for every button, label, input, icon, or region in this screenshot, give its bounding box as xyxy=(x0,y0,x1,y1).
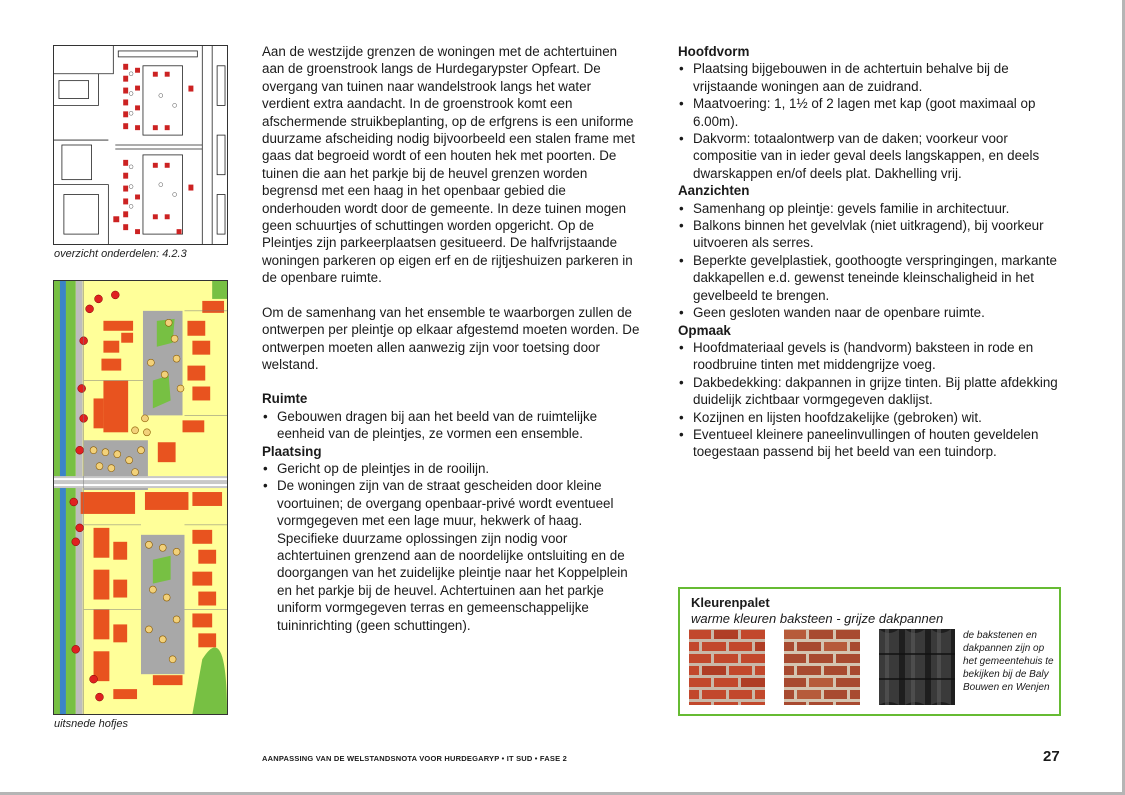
intro-paragraph-2: Om de samenhang van het ensemble te waarborgen zullen de ontwerpen per pleintje op elkaar afgestemd moeten worden. De ontwerpen moeten allen aanwezig zijn voor toetsing door welstand. xyxy=(262,304,640,372)
list-item: • Hoofdmateriaal gevels is (handvorm) baksteen in rode en roodbruine tinten met middengrijze voeg. xyxy=(678,339,1063,374)
hoofdvorm-list xyxy=(678,60,1063,182)
section-title-ruimte: Ruimte xyxy=(262,391,308,407)
list-item: • Kozijnen en lijsten hoofdzakelijke (gebroken) wit. xyxy=(678,409,1063,426)
list-item: • Maatvoering: 1, 1½ of 2 lagen met kap (goot maximaal op 6.00m). xyxy=(678,95,1063,130)
page-number: 27 xyxy=(1043,748,1060,765)
overview-map-caption: overzicht onderdelen: 4.2.3 xyxy=(54,248,187,260)
section-title-opmaak: Opmaak xyxy=(678,322,731,338)
list-item: • Gebouwen dragen bij aan het beeld van de ruimtelijke eenheid van de pleintjes, ze vormen een ensemble. xyxy=(262,408,642,443)
section-title-plaatsing: Plaatsing xyxy=(262,443,322,459)
list-item: • Eventueel kleinere paneelinvullingen of houten geveldelen toegestaan passend bij het beeld van een tuindorp. xyxy=(678,426,1063,461)
palette-note: de bakstenen en dakpannen zijn op het gemeentehuis te bekijken bij de Baly Bouwen en Wenjen xyxy=(963,630,1054,693)
section-title-aanzichten: Aanzichten xyxy=(678,183,750,199)
list-item: • Balkons binnen het gevelvlak (niet uitkragend), bij voorkeur uitvoeren als serres. xyxy=(678,217,1063,252)
detail-map-caption: uitsnede hofjes xyxy=(54,718,128,730)
list-item: • De woningen zijn van de straat gescheiden door kleine voortuinen; de overgang openbaar-privé wordt eventueel vormgegeven met een lage muur, hekwerk of haag. Specifieke duurzame oplossingen zijn nodig voor achtertuinen grenzend aan de noordelijke ontsluiting en de doorgangen van het zuidelijke pleintje naar het Koppelplein en het parkje bij de heuvel. Achtertuinen aan het parkje uniform vormgegeven terras en gemeenschappelijke tuininrichting (geen schuttingen). xyxy=(262,477,642,634)
brick-swatch-light xyxy=(689,629,765,705)
color-palette-box xyxy=(678,587,1061,716)
list-item: • Geen gesloten wanden naar de openbare ruimte. xyxy=(678,304,1063,321)
section-title-hoofdvorm: Hoofdvorm xyxy=(678,44,750,59)
brick-swatch-dark xyxy=(784,629,860,705)
right-column xyxy=(678,43,1063,461)
list-item: • Beperkte gevelplastiek, goothoogte verspringingen, markante dakkapellen e.d. gewenst teneinde kleinschaligheid in het gevelbeeld te brengen. xyxy=(678,252,1063,304)
list-item: • Dakbedekking: dakpannen in grijze tinten. Bij platte afdekking duidelijk zichtbaar vormgegeven daklijst. xyxy=(678,374,1063,409)
opmaak-list xyxy=(678,339,1063,461)
footer-document-title: AANPASSING VAN DE WELSTANDSNOTA VOOR HURDEGARYP • IT SUD • FASE 2 xyxy=(262,754,567,763)
list-item: • Plaatsing bijgebouwen in de achtertuin behalve bij de vrijstaande woningen aan de zuidrand. xyxy=(678,60,1063,95)
palette-subtitle: warme kleuren baksteen - grijze dakpannen xyxy=(691,611,944,626)
middle-column xyxy=(262,43,642,634)
detail-map xyxy=(53,280,228,715)
overview-map xyxy=(53,45,228,245)
list-item: • Gericht op de pleintjes in de rooilijn. xyxy=(262,460,642,477)
aanzichten-list xyxy=(678,200,1063,322)
roof-tile-swatch xyxy=(879,629,955,705)
ruimte-list xyxy=(262,408,642,443)
plaatsing-list xyxy=(262,460,642,634)
intro-paragraph-1: Aan de westzijde grenzen de woningen met de achtertuinen aan de groenstrook langs de Hurdegarypster Opfeart. De overgang van tuinen naar wandelstrook langs het water verdient extra aandacht. In de groenstrook komt een afschermende struikbeplanting, op de erfgrens is een uniforme duurzame afscheiding nodig bijvoorbeeld een stalen frame met gaas dat begroeid wordt of een houten hek met poorten. De tuinen die aan het parkje bij de heuvel grenzen worden begrensd met een haag in het openbaar gebied die onderhouden wordt door de gemeente. In deze tuinen mogen geen schuurtjes of schuttingen worden opgericht. Op de Pleintjes zijn parkeerplaatsen gesitueerd. De halfvrijstaande woningen parkeren op eigen erf en de rijtjeshuizen parkeren in de openbare ruimte. xyxy=(262,44,635,286)
list-item: • Samenhang op pleintje: gevels familie in architectuur. xyxy=(678,200,1063,217)
list-item: • Dakvorm: totaalontwerp van de daken; voorkeur voor compositie van in ieder geval deels langskappen, en deels dwarskappen en/of deels plat. Dakhelling vrij. xyxy=(678,130,1063,182)
palette-title: Kleurenpalet xyxy=(691,595,770,610)
